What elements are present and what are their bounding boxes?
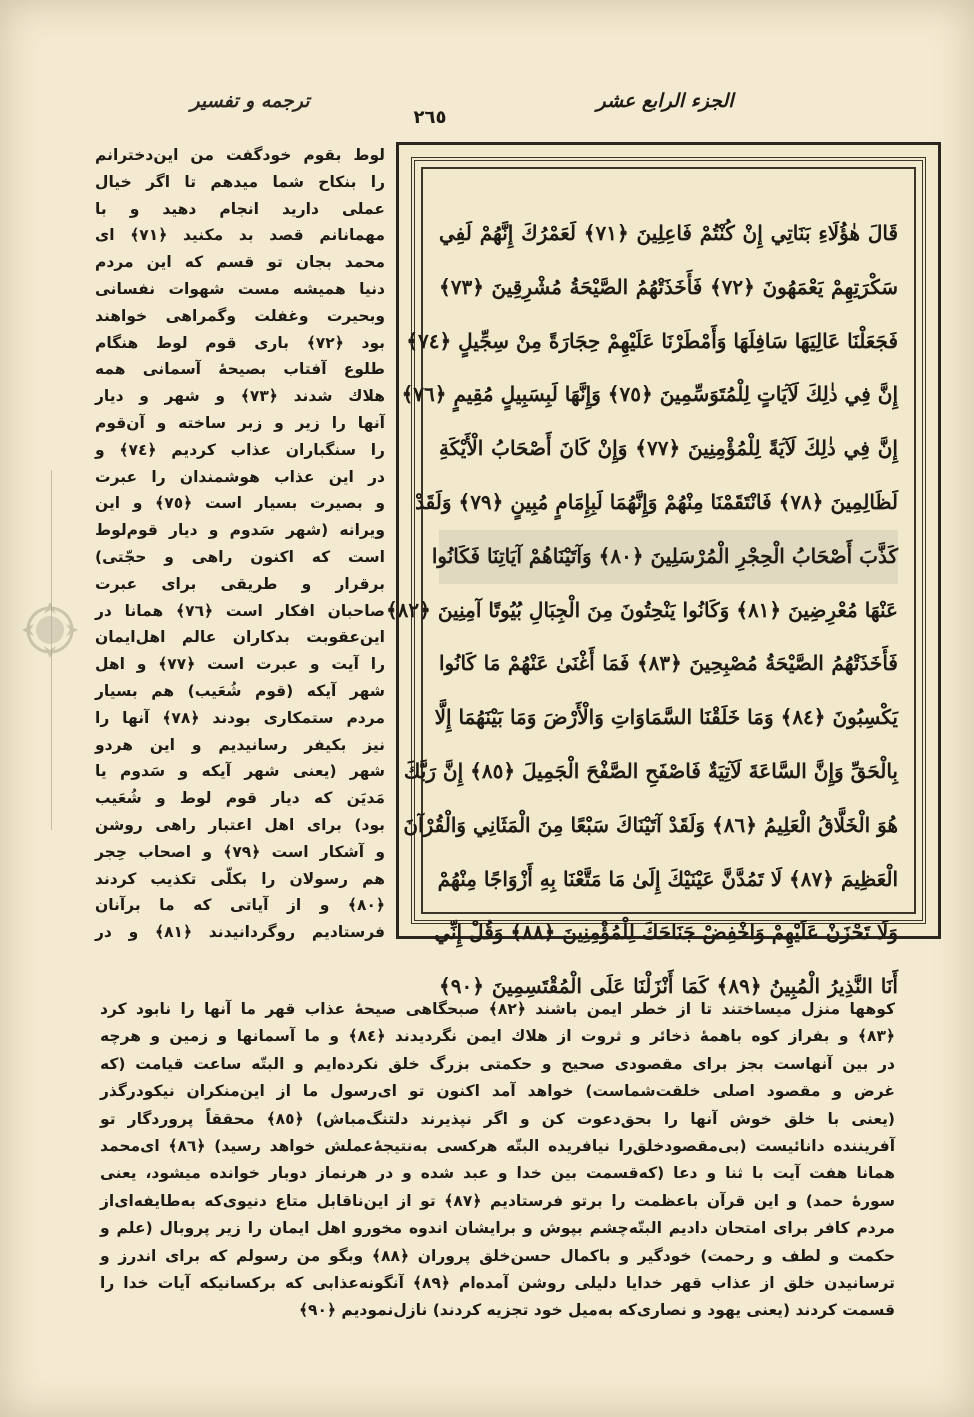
translation-line: آفریننده دانائیست (بی‌مقصودخلق‌را نیافریده البتّه هرکسی به‌نتیجهٔ‌عملش خواهد رسید) ﴿٨٦﴾ ای‌محمد — [100, 1136, 896, 1155]
quran-line: سَكْرَتِهِمْ يَعْمَهُونَ ﴿٧٢﴾ فَأَخَذَتْهُمُ الصَّيْحَةُ مُشْرِقِينَ ﴿٧٣﴾ — [439, 274, 898, 299]
translation-line: هلاك شدند ﴿٧٣﴾ و شهر و دیار — [95, 387, 385, 406]
translation-line: را آیت و عبرت است ﴿٧٧﴾ و اهل — [95, 655, 386, 674]
quran-line: إِنَّ فِي ذٰلِكَ لَآيَاتٍ لِلْمُتَوَسِّمِينَ ﴿٧٥﴾ وَإِنَّهَا لَبِسَبِيلٍ مُقِيمٍ ﴿٧٦﴾ — [401, 382, 898, 407]
translation-line: محمد بجان تو قسم که این مردم — [95, 253, 385, 272]
translation-line: مردم کافر برای امتحان دادیم البتّه‌چشم بپوش و برایشان اندوه مخورو اهل ایمان را زیر پروبال (علم و — [100, 1219, 895, 1238]
page-number: ٢٦٥ — [413, 107, 447, 128]
translation-line: غرض و مقصود اصلی خلقت‌شماست) خواهد آمد اکنون تو ای‌رسول ما از این‌منکران نیکودرگذر — [100, 1082, 895, 1101]
quran-line: إِنَّ فِي ذٰلِكَ لَآيَةً لِلْمُؤْمِنِينَ ﴿٧٧﴾ وَإِنْ كَانَ أَصْحَابُ الْأَيْكَةِ — [439, 436, 898, 461]
translation-line: کوهها منزل میساختند تا از خطر ایمن باشند ﴿٨٢﴾ صبحگاهی صیحهٔ عذاب قهر ما آنها را نابود کرد — [100, 1000, 895, 1018]
quran-line: فَأَخَذَتْهُمُ الصَّيْحَةُ مُصْبِحِينَ ﴿٨٣﴾ فَمَا أَغْنَىٰ عَنْهُمْ مَا كَانُوا — [439, 651, 898, 676]
quran-line: وَلَا تَحْزَنْ عَلَيْهِمْ وَاخْفِضْ جَنَاحَكَ لِلْمُؤْمِنِينَ ﴿٨٨﴾ وَقُلْ إِنِّي — [434, 920, 898, 945]
translation-line: آنها را زیر و زبر ساخته و آن‌قوم — [95, 413, 385, 432]
translation-line: شهر آیکه (قوم شُعَیب) هم بسیار — [95, 681, 385, 700]
translation-line: قسمت کردند (یعنی یهود و نصاری‌که به‌میل خود تجزیه کردند) نازل‌نمودیم ﴿٩٠﴾ — [298, 1301, 895, 1320]
translation-line: مردم ستمکاری بودند ﴿٧٨﴾ آنها را — [95, 708, 386, 727]
translation-line: لوط بقوم خودگفت من این‌دخترانم — [95, 146, 385, 164]
translation-line: مَدیَن که دیار قوم لوط و شُعَیب — [95, 789, 385, 808]
translation-bottom-block — [100, 996, 895, 1325]
translation-line: عملی دارید انجام دهید و با — [95, 199, 385, 218]
quran-line: الْعَظِيمَ ﴿٨٧﴾ لَا تَمُدَّنَّ عَيْنَيْكَ إِلَىٰ مَا مَتَّعْنَا بِهِ أَزْوَاجًا مِنْهُمْ — [437, 866, 898, 891]
translation-line: همانا هفت آیت با ثنا و دعا (که‌قسمت بین خدا و عبد شده و در هرنماز دوبار خوانده میشود، یعنی — [100, 1164, 895, 1183]
translation-line: سورهٔ حمد) و این قرآن باعظمت را برتو فرستادیم ﴿٨٧﴾ تو از این‌ناقابل متاع دنیوی‌که به‌طایفه‌ای‌از — [100, 1191, 896, 1210]
translation-line: برقرار و طریقی برای عبرت — [95, 574, 385, 593]
quran-line: هُوَ الْخَلَّاقُ الْعَلِيمُ ﴿٨٦﴾ وَلَقَدْ آتَيْنَاكَ سَبْعًا مِنَ الْمَثَانِي وَالْقُرْآنَ — [403, 812, 898, 837]
translation-line: ﴿٨٣﴾ و بفراز کوه باهمهٔ ذخائر و ثروت از هلاك ایمن نگردیدند ﴿٨٤﴾ و ما آسمانها و زمین و هرچه — [100, 1027, 895, 1046]
quran-line: قَالَ هٰؤُلَاءِ بَنَاتِي إِنْ كُنْتُمْ فَاعِلِينَ ﴿٧١﴾ لَعَمْرُكَ إِنَّهُمْ لَفِي — [439, 221, 899, 245]
quran-text-block — [385, 207, 899, 1014]
translation-line: ﴿٨٠﴾ و از آیاتی که ما برآنان — [95, 896, 385, 915]
quran-line: فَجَعَلْنَا عَالِيَهَا سَافِلَهَا وَأَمْطَرْنَا عَلَيْهِمْ حِجَارَةً مِنْ سِجِّيلٍ ﴿٧٤﴾ — [406, 328, 898, 353]
translation-line: صاحبان افکار است ﴿٧٦﴾ همانا در — [95, 601, 385, 620]
translation-line: نیز بکیفر رسانیدیم و این هردو — [95, 735, 385, 754]
translation-line: در این عذاب هوشمندان را عبرت — [95, 467, 385, 486]
translation-line: است که اکنون راهی و حجّتی) — [95, 547, 385, 566]
translation-line: را بنکاح شما میدهم تا اگر خیال — [95, 172, 385, 191]
quran-line: أَنَا النَّذِيرُ الْمُبِينُ ﴿٨٩﴾ كَمَا أَنْزَلْنَا عَلَى الْمُقْتَسِمِينَ ﴿٩٠﴾ — [439, 974, 898, 999]
translation-line: فرستادیم روگردانیدند ﴿٨١﴾ و در — [95, 923, 385, 942]
translation-line: هم رسولان را بکلّی تکذیب کردند — [95, 869, 385, 888]
quran-line: عَنْهَا مُعْرِضِينَ ﴿٨١﴾ وَكَانُوا يَنْحِتُونَ مِنَ الْجِبَالِ بُيُوتًا آمِنِينَ ﴿٨٢﴾ — [385, 597, 898, 622]
quran-line: لَظَالِمِينَ ﴿٧٨﴾ فَانْتَقَمْنَا مِنْهُمْ وَإِنَّهُمَا لَبِإِمَامٍ مُبِينٍ ﴿٧٩﴾ وَلَقَدْ — [415, 489, 898, 514]
translation-line: بود) برای اهل اعتبار راهی روشن — [95, 815, 385, 834]
translation-line: و بصیرت بسیار است ﴿٧٥﴾ و این — [95, 494, 385, 513]
quran-line: كَذَّبَ أَصْحَابُ الْحِجْرِ الْمُرْسَلِينَ ﴿٨٠﴾ وَآتَيْنَاهُمْ آيَاتِنَا فَكَانُوا — [439, 530, 898, 584]
translation-line: شهر (یعنی شهر آیکه و سَدوم یا — [95, 762, 385, 781]
running-header-translation: ترجمه و تفسیر — [190, 90, 310, 112]
translation-line: را سنگباران عذاب کردیم ﴿٧٤﴾ و — [95, 440, 385, 459]
translation-line: مهمانانم قصد بد مکنید ﴿٧١﴾ ای — [95, 226, 385, 245]
quran-line: بِالْحَقِّ وَإِنَّ السَّاعَةَ لَآتِيَةٌ فَاصْفَحِ الصَّفْحَ الْجَمِيلَ ﴿٨٥﴾ إِنَّ رَبَّكَ — [403, 758, 898, 783]
translation-line: (یعنی با خلق خوش آنها را بحق‌دعوت کن و اگر نپذیرند دلتنگ‌مباش) ﴿٨٥﴾ محققاً پروردگار تو — [100, 1109, 895, 1128]
quran-text-frame — [385, 142, 941, 999]
quran-line: يَكْسِبُونَ ﴿٨٤﴾ وَمَا خَلَقْنَا السَّمَاوَاتِ وَالْأَرْضَ وَمَا بَيْنَهُمَا إِلَّا — [434, 705, 898, 730]
translation-line: و آشکار است ﴿٧٩﴾ و اصحاب حِجر — [95, 842, 386, 861]
translation-line: این‌عقوبت بدکاران عالم اهل‌ایمان — [95, 628, 385, 647]
translation-line: وبحیرت وغفلت وگمراهی خواهند — [95, 306, 385, 325]
running-header-juz: الجزء الرابع عشر — [596, 90, 734, 112]
translation-line: دنیا همیشه مست شهوات نفسانی — [95, 279, 385, 298]
translation-line: ترسانیدن خلق از عذاب قهر خدایا دلیلی روشن آمده‌ام ﴿٨٩﴾ آنگونه‌عذابی که برکسانیکه آیات خدا را — [100, 1273, 895, 1292]
translation-line: در بین آنهاست بجز برای مقصودی صحیح و حکمتی بزرگ خلق نکرده‌ایم و البتّه ساعت قیامت (که — [100, 1054, 895, 1073]
translation-line: بود ﴿٧٢﴾ باری قوم لوط هنگام — [95, 333, 385, 352]
translation-line: ویرانه (شهر سَدوم و دیار قوم‌لوط — [95, 521, 385, 540]
translation-line: طلوع آفتاب بصیحهٔ آسمانی همه — [95, 360, 385, 379]
translation-column — [95, 142, 385, 946]
margin-ornament-icon — [20, 600, 80, 660]
translation-line: حکمت و لطف و رحمت) خودگیر و باکمال حسن‌خلق پروران ﴿٨٨﴾ وبگو من رسولم که برای اندرز و — [100, 1246, 895, 1265]
